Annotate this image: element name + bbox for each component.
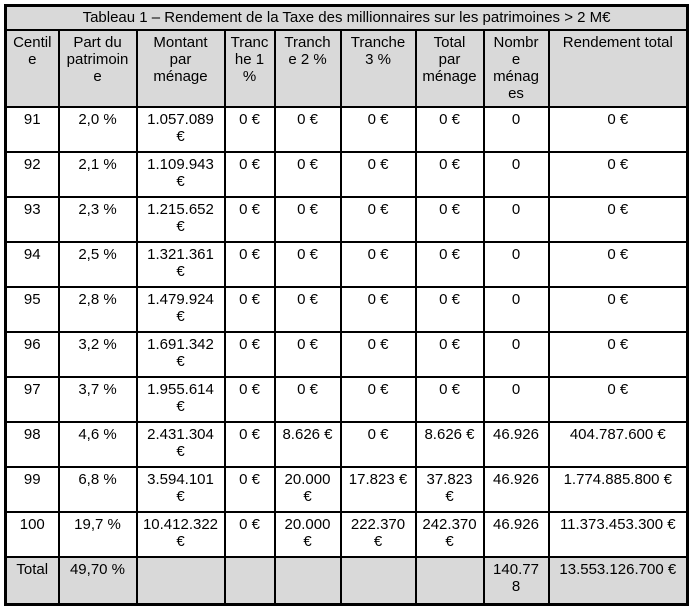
table-cell: 98	[6, 422, 59, 467]
table-cell: 0 €	[549, 377, 688, 422]
table-cell: 0	[484, 197, 549, 242]
table-row	[6, 332, 688, 377]
table-title: Tableau 1 – Rendement de la Taxe des millionnaires sur les patrimoines > 2 M€	[6, 6, 688, 30]
table-cell: 2,5 %	[59, 242, 137, 287]
table-cell: 91	[6, 107, 59, 152]
table-cell: 0 €	[549, 287, 688, 332]
table-cell: 0 €	[275, 152, 341, 197]
table-cell: 0 €	[416, 332, 484, 377]
table-cell: 96	[6, 332, 59, 377]
table-cell: 2,0 %	[59, 107, 137, 152]
table-cell: 1.321.361 €	[137, 242, 225, 287]
table-cell: 6,8 %	[59, 467, 137, 512]
table-cell: 100	[6, 512, 59, 557]
table-cell: 0 €	[416, 242, 484, 287]
table-cell: 2,3 %	[59, 197, 137, 242]
total-row	[6, 557, 688, 605]
column-header-2: Montant par ménage	[137, 30, 225, 107]
table-row	[6, 512, 688, 557]
table-cell: 46.926	[484, 512, 549, 557]
column-header-6: Total par ménage	[416, 30, 484, 107]
table-cell: 0 €	[341, 197, 416, 242]
table-cell: 0 €	[341, 107, 416, 152]
table-cell: 0 €	[341, 332, 416, 377]
column-header-5: Tranche 3 %	[341, 30, 416, 107]
table-cell: 1.774.885.800 €	[549, 467, 688, 512]
table-cell: 0 €	[549, 197, 688, 242]
table-cell: 0 €	[225, 512, 275, 557]
table-cell: 0	[484, 377, 549, 422]
table-cell: 0 €	[225, 422, 275, 467]
table-cell: 0 €	[549, 242, 688, 287]
table-cell: 93	[6, 197, 59, 242]
table-cell: 0 €	[225, 332, 275, 377]
table-cell: 17.823 €	[341, 467, 416, 512]
table-cell: 2,1 %	[59, 152, 137, 197]
table-cell: 0 €	[341, 287, 416, 332]
table-cell: 0 €	[549, 152, 688, 197]
table-cell: 1.691.342 €	[137, 332, 225, 377]
table-cell: 0 €	[225, 377, 275, 422]
table-cell: 0	[484, 332, 549, 377]
total-cell: 13.553.126.700 €	[549, 557, 688, 605]
total-cell	[416, 557, 484, 605]
table-title-row	[6, 6, 688, 30]
table-cell: 0 €	[275, 377, 341, 422]
table-cell: 0 €	[275, 242, 341, 287]
table-cell: 0 €	[549, 107, 688, 152]
table-row	[6, 467, 688, 512]
table-cell: 0 €	[549, 332, 688, 377]
table-cell: 4,6 %	[59, 422, 137, 467]
table-cell: 46.926	[484, 467, 549, 512]
total-cell	[341, 557, 416, 605]
column-header-3: Tranche 1 %	[225, 30, 275, 107]
table-cell: 0	[484, 242, 549, 287]
table-cell: 3,2 %	[59, 332, 137, 377]
table-cell: 3.594.101 €	[137, 467, 225, 512]
table-cell: 95	[6, 287, 59, 332]
table-cell: 97	[6, 377, 59, 422]
table-cell: 19,7 %	[59, 512, 137, 557]
table-cell: 0 €	[416, 287, 484, 332]
table-cell: 0 €	[275, 197, 341, 242]
table-cell: 0 €	[416, 152, 484, 197]
table-cell: 404.787.600 €	[549, 422, 688, 467]
column-header-7: Nombre ménages	[484, 30, 549, 107]
table-cell: 99	[6, 467, 59, 512]
table-row	[6, 107, 688, 152]
table-cell: 1.955.614 €	[137, 377, 225, 422]
table-cell: 0 €	[225, 197, 275, 242]
table-cell: 0 €	[416, 107, 484, 152]
table-cell: 94	[6, 242, 59, 287]
table-cell: 0	[484, 107, 549, 152]
table-cell: 242.370 €	[416, 512, 484, 557]
total-cell	[137, 557, 225, 605]
table-cell: 8.626 €	[275, 422, 341, 467]
table-row	[6, 287, 688, 332]
table-cell: 37.823 €	[416, 467, 484, 512]
table-cell: 2,8 %	[59, 287, 137, 332]
table-cell: 0 €	[225, 287, 275, 332]
table-cell: 20.000 €	[275, 512, 341, 557]
table-cell: 0 €	[341, 377, 416, 422]
table-cell: 0 €	[225, 107, 275, 152]
table-cell: 1.057.089 €	[137, 107, 225, 152]
table-cell: 0 €	[275, 332, 341, 377]
table-cell: 1.479.924 €	[137, 287, 225, 332]
table-cell: 92	[6, 152, 59, 197]
table-cell: 8.626 €	[416, 422, 484, 467]
column-header-8: Rendement total	[549, 30, 688, 107]
total-cell	[275, 557, 341, 605]
column-header-row	[6, 30, 688, 107]
column-header-4: Tranche 2 %	[275, 30, 341, 107]
table-cell: 0	[484, 152, 549, 197]
total-cell: 140.778	[484, 557, 549, 605]
table-cell: 0 €	[341, 422, 416, 467]
table-cell: 0 €	[225, 242, 275, 287]
table-cell: 1.215.652 €	[137, 197, 225, 242]
table-cell: 10.412.322 €	[137, 512, 225, 557]
table-cell: 0 €	[225, 152, 275, 197]
table-cell: 0 €	[275, 107, 341, 152]
table-cell: 222.370 €	[341, 512, 416, 557]
total-cell	[225, 557, 275, 605]
table-cell: 0 €	[416, 197, 484, 242]
table-row	[6, 152, 688, 197]
table-cell: 0 €	[341, 242, 416, 287]
table-cell: 0 €	[225, 467, 275, 512]
table-cell: 0 €	[341, 152, 416, 197]
total-cell: 49,70 %	[59, 557, 137, 605]
millionaire-tax-table	[4, 4, 689, 606]
table-row	[6, 242, 688, 287]
column-header-0: Centile	[6, 30, 59, 107]
table-row	[6, 197, 688, 242]
table-cell: 0 €	[416, 377, 484, 422]
table-cell: 0	[484, 287, 549, 332]
table-cell: 20.000 €	[275, 467, 341, 512]
table-row	[6, 377, 688, 422]
table-cell: 2.431.304 €	[137, 422, 225, 467]
table-cell: 11.373.453.300 €	[549, 512, 688, 557]
total-cell: Total	[6, 557, 59, 605]
table-cell: 3,7 %	[59, 377, 137, 422]
column-header-1: Part du patrimoine	[59, 30, 137, 107]
table-cell: 46.926	[484, 422, 549, 467]
table-cell: 1.109.943 €	[137, 152, 225, 197]
table-cell: 0 €	[275, 287, 341, 332]
table-row	[6, 422, 688, 467]
